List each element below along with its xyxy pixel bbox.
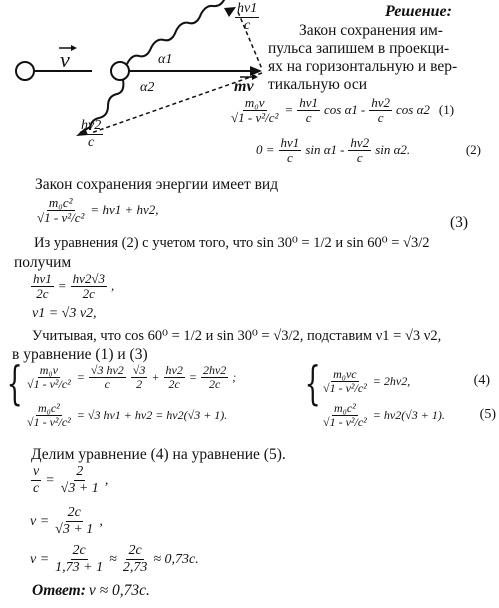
intro-line-3: ях на горизонтальную и вер- [268,58,458,75]
equation-3: $\frac{\text{m₀c²}}{\text{√1 - v²/c²}}$ = hν1 + hν2, [37,195,159,225]
system2-equation-5: $\frac{\text{m₀c²}}{\text{√1 - v²/c²}}$ = hν2(√3 + 1). (5) [323,401,496,429]
answer-label: Ответ: [32,582,86,599]
divide-text: Делим уравнение (4) на уравнение (5). [31,446,286,463]
result-v-expression: v = $\frac{2c}{√3 + 1}$ , [30,505,103,537]
system1-brace: { [6,356,23,410]
v-vector-bar-head [71,45,77,51]
considering-line-1: Учитывая, что cos 60⁰ = 1/2 и sin 30⁰ = √3/2, подставим ν1 = √3 ν2, [32,328,442,344]
alpha1-label: α1 [158,52,173,67]
system2-equation-4: $\frac{\text{m₀vc}}{\text{√1 - v²/c²}}$ = 2hν2, (4) [323,367,490,395]
v-label: v [60,47,70,72]
result-v-numeric: v = $\frac{2c}{1,73 + 1}$ ≈ $\frac{2c}{2,73}$ ≈ 0,73c. [30,543,199,575]
mv-label: mv [234,78,254,95]
system1-equation-b: $\frac{\text{m₀c²}}{\text{√1 - v²/c²}}$ = √3 hν1 + hν2 = hν2(√3 + 1). [27,401,228,429]
from-eq2-line: Из уравнения (2) с учетом того, что sin 30⁰ = 1/2 и sin 60⁰ = √3/2 [34,235,430,251]
intro-line-2: пульса запишем в проекци- [268,40,450,57]
system1-equation-a: $\frac{\text{m₀v}}{\text{√1 - v²/c²}}$ = $\frac{√3 h\nu 2}{c}$ $\frac{√3}{2}$ + $\frac{h\nu 2}{2c}$ = $\frac{2h\nu 2}{2c}$ ; [27,363,237,391]
answer-line [32,582,150,600]
alpha2-label: α2 [140,80,155,95]
intro-line-1: Закон сохранения им- [299,22,443,39]
mv-arrowhead [250,66,262,76]
solution-heading: Решение: [385,3,452,20]
energy-text: Закон сохранения энергии имеет вид [35,176,279,193]
equation-nu-relation: ν1 = √3 ν2, [32,306,97,321]
result-ratio: $\frac{v}{c}$ = $\frac{2}{√3 + 1}$ , [33,464,109,496]
considering-line-2: в уравнение (1) и (3) [12,346,148,363]
incoming-particle [16,62,34,80]
hv2-c-label: $\frac{h\nu 2}{c}$ [81,118,102,150]
get-text: получим [14,254,72,271]
particle [111,62,129,80]
photon1-wave [127,0,237,64]
system2-brace: { [304,356,321,410]
hv1-c-label: $\frac{h\nu 1}{c}$ [237,1,258,33]
equation-ratio: $\frac{h\nu 1}{2c}$ = $\frac{h\nu 2√3}{2c}$ , [33,271,115,301]
momentum-diagram [0,0,265,160]
equation-1: $\frac{\text{m₀v}}{\text{√1 - v²/c²}}$ = $\frac{h\nu 1}{c}$ cos α1 - $\frac{h\nu 2}{c}$ cos α2 (1) [231,95,455,125]
equation-3-tag: (3) [450,214,469,231]
intro-line-4: тикальную оси [268,76,367,93]
equation-2: 0 = $\frac{h\nu 1}{c}$ sin α1 - $\frac{h\nu 2}{c}$ sin α2. (2) [256,135,481,165]
answer-value: v ≈ 0,73c. [88,582,150,599]
